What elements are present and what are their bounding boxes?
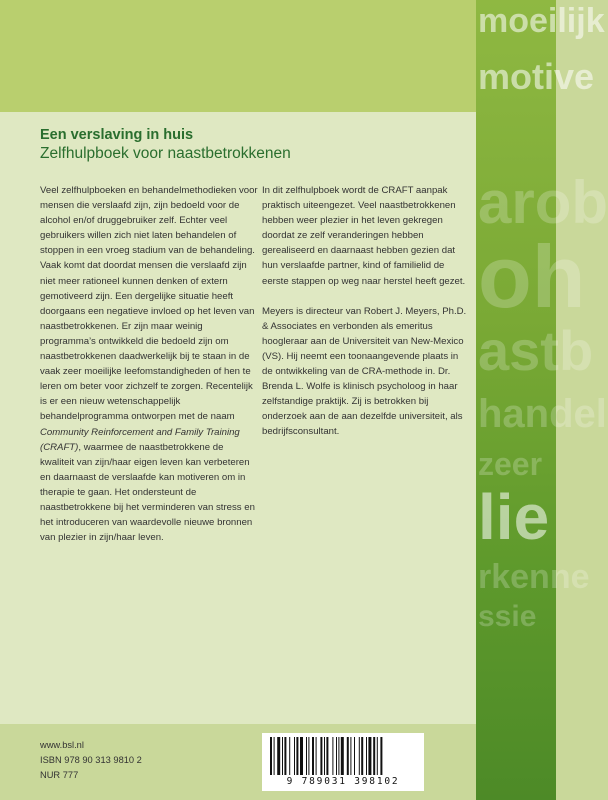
spine-word: oh bbox=[478, 227, 586, 326]
blurb-text: Veel zelfhulpboeken en behandelmethodieken voor mensen die verslaafd zijn, zijn bedoeld voor de alcohol en/of druggebruiker zelf. Echter veel gebruikers willen zich niet laten behandelen of stoppen in een vroeg stadium van de behandeling. Vaak komt dat doordat mensen die verslaafd zijn niet meer rationeel kunnen denken of extern gemotiveerd zijn. Een dergelijke situatie heeft doorgaans een negatieve invloed op het leven van naastbetrokkenen. Er zijn maar weinig programma’s ontwikkeld die bedoeld zijn om naastbetrokkenen daadwerkelijk bij te staan in de vaak zeer moeilijke leefomstandigheden of hen te leren om beter voor zichzelf te zorgen. Recentelijk is er een nieuw wetenschappelijk behandelprogramma ontworpen met de naam bbox=[40, 185, 258, 423]
barcode-bar bbox=[380, 737, 382, 775]
spine-word: lie bbox=[478, 481, 550, 553]
barcode-bar bbox=[324, 737, 325, 775]
publisher-website: www.bsl.nl bbox=[40, 740, 84, 750]
barcode-bar bbox=[320, 737, 322, 775]
barcode-bar bbox=[326, 737, 328, 775]
book-subtitle: Zelfhulpboek voor naastbetrokkenen bbox=[40, 145, 291, 162]
spine-word: handel bbox=[478, 392, 607, 436]
publisher-info bbox=[40, 738, 142, 783]
barcode-bars bbox=[268, 737, 418, 775]
barcode-bar bbox=[296, 737, 298, 775]
spine-word: rkenne bbox=[478, 558, 590, 596]
spine-word: moeilijk bbox=[478, 2, 605, 40]
barcode-bar bbox=[316, 737, 317, 775]
barcode-bar bbox=[338, 737, 339, 775]
blurb-program-name: Community Reinforcement and Family Training (CRAFT) bbox=[40, 426, 240, 453]
spine-word: astb bbox=[478, 319, 594, 382]
barcode-bar bbox=[277, 737, 280, 775]
barcode-bar bbox=[361, 737, 363, 775]
barcode-bar bbox=[308, 737, 309, 775]
barcode-bar bbox=[306, 737, 307, 775]
barcode-bar bbox=[350, 737, 351, 775]
barcode-bar bbox=[377, 737, 378, 775]
barcode-bar bbox=[270, 737, 272, 775]
spine-word: motive bbox=[478, 56, 595, 97]
blurb-paragraph bbox=[40, 183, 258, 545]
blurb-right-column bbox=[262, 183, 469, 440]
barcode-bar bbox=[347, 737, 349, 775]
nur-code: NUR 777 bbox=[40, 770, 79, 780]
spine-word: ssie bbox=[478, 600, 537, 633]
barcode-bar bbox=[373, 737, 375, 775]
spine-word: arob bbox=[478, 169, 608, 236]
blurb-text: , waarmee de naastbetrokkene de kwaliteit van zijn/haar eigen leven kan verbeteren en daarnaast de verslaafde kan motiveren om in therapie te gaan. Het ondersteunt de naastbetrokkene bij het verminderen van stress en het introduceren van waardevolle nieuwe bronnen van plezier in zijn/haar leven. bbox=[40, 441, 255, 544]
decorative-word-strip bbox=[476, 0, 608, 800]
barcode-digits: 9 789031 398102 bbox=[286, 776, 400, 787]
barcode-bar bbox=[354, 737, 355, 775]
blurb-paragraph: In dit zelfhulpboek wordt de CRAFT aanpak praktisch uiteengezet. Veel naastbetrokkenen hebben weer plezier in het leven gekregen doordat ze zelf veranderingen hebben gerealiseerd en daarnaast hebben gezien dat hun verslaafde partner, kind of familielid de eerste stappen op weg naar herstel heeft gezet. bbox=[262, 185, 466, 287]
barcode-bar bbox=[300, 737, 303, 775]
top-color-band bbox=[0, 0, 556, 112]
barcode-bar bbox=[294, 737, 295, 775]
barcode bbox=[262, 733, 424, 791]
barcode-bar bbox=[341, 737, 344, 775]
barcode-bar bbox=[332, 737, 333, 775]
book-title: Een verslaving in huis bbox=[40, 127, 194, 143]
blurb-left-column bbox=[40, 183, 258, 545]
barcode-bar bbox=[312, 737, 314, 775]
spine-word: zeer bbox=[478, 446, 543, 482]
barcode-bar bbox=[282, 737, 283, 775]
barcode-bar bbox=[366, 737, 367, 775]
barcode-bar bbox=[284, 737, 286, 775]
barcode-bar bbox=[359, 737, 360, 775]
barcode-bar bbox=[368, 737, 371, 775]
barcode-bar bbox=[274, 737, 275, 775]
barcode-bar bbox=[336, 737, 337, 775]
author-bio: Meyers is directeur van Robert J. Meyers, Ph.D. & Associates en verbonden als emeritus hoogleraar aan de Universiteit van New-Mexico (VS). Hij neemt een toonaangevende plaats in de ontwikkeling van de CRA-methode in. Dr. Brenda L. Wolfe is klinisch psycholoog in haar zelfstandige praktijk. Zij is betrokken bij onderzoek aan de aan dezelfde universiteit, als bedrijfsconsultant. bbox=[262, 305, 467, 438]
barcode-bar bbox=[289, 737, 290, 775]
isbn-text: ISBN 978 90 313 9810 2 bbox=[40, 755, 142, 765]
